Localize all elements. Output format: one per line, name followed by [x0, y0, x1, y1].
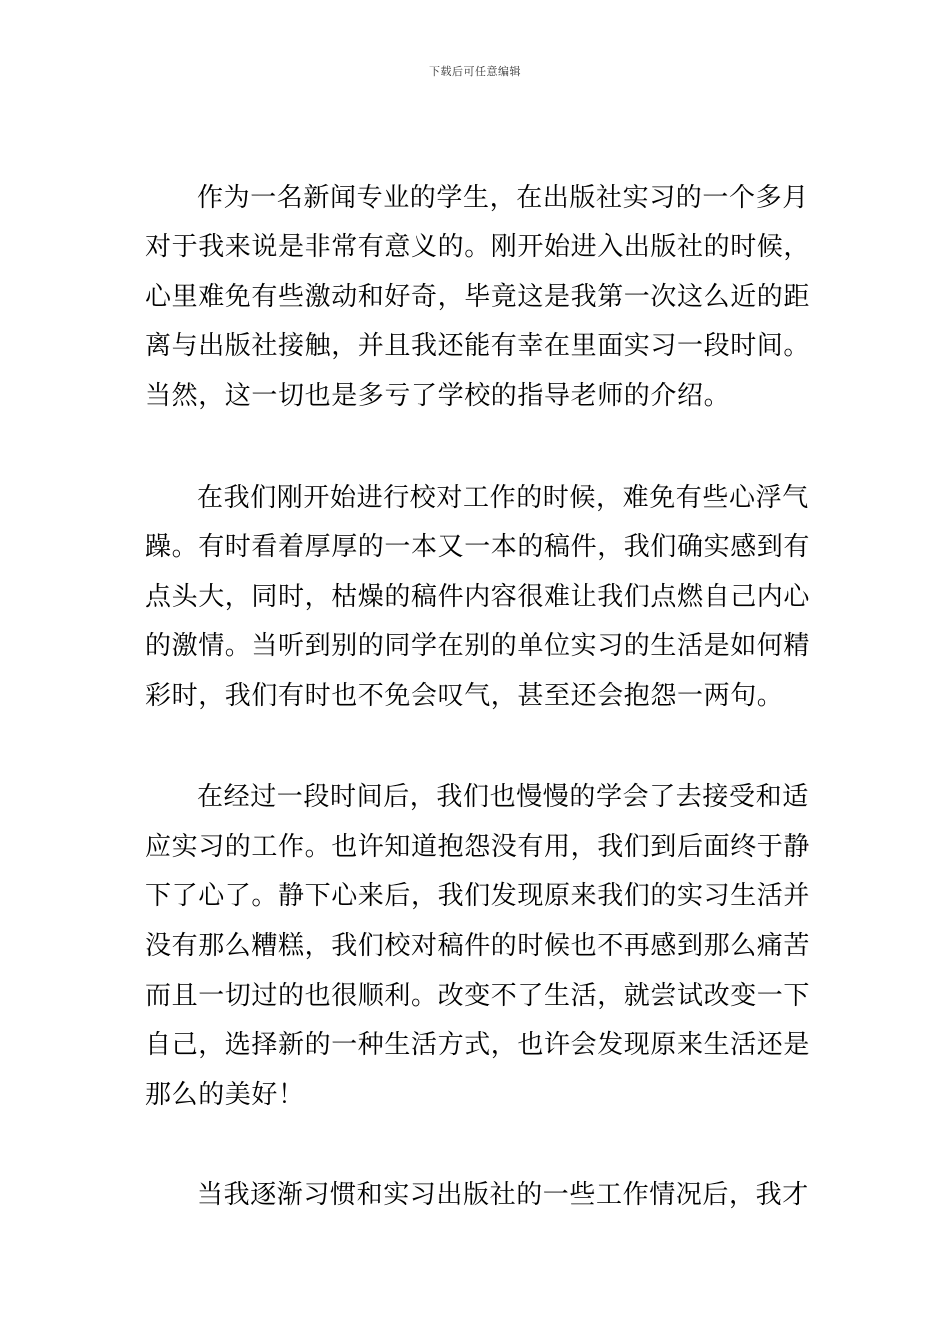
paragraph-4-line-1: 当我逐渐习惯和实习出版社的一些工作情况后，我才 — [197, 1180, 809, 1210]
paragraph-2-line-1: 在我们刚开始进行校对工作的时候，难免有些心浮气 — [197, 483, 809, 513]
paragraph-1-line-2: 对于我来说是非常有意义的。刚开始进入出版社的时候， — [145, 232, 811, 262]
paragraph-1-line-1: 作为一名新闻专业的学生，在出版社实习的一个多月 — [197, 183, 809, 213]
paragraph-3-line-3: 下了心了。静下心来后，我们发现原来我们的实习生活并 — [145, 881, 811, 911]
paragraph-1-line-3: 心里难免有些激动和好奇，毕竟这是我第一次这么近的距 — [145, 282, 811, 312]
paragraph-3-line-5: 而且一切过的也很顺利。改变不了生活，就尝试改变一下 — [145, 981, 811, 1011]
paragraph-3-line-2: 应实习的工作。也许知道抱怨没有用，我们到后面终于静 — [145, 832, 811, 862]
paragraph-1-line-5: 当然，这一切也是多亏了学校的指导老师的介绍。 — [145, 381, 731, 411]
paragraph-3-line-7: 那么的美好！ — [145, 1080, 305, 1110]
page-header: 下载后可任意编辑 — [429, 65, 521, 78]
paragraph-3-line-1: 在经过一段时间后，我们也慢慢的学会了去接受和适 — [197, 782, 809, 812]
paragraph-3-line-6: 自己，选择新的一种生活方式，也许会发现原来生活还是 — [145, 1030, 811, 1060]
paragraph-2-line-2: 躁。有时看着厚厚的一本又一本的稿件，我们确实感到有 — [145, 532, 811, 562]
paragraph-2-line-5: 彩时，我们有时也不免会叹气，甚至还会抱怨一两句。 — [145, 681, 784, 711]
paragraph-2-line-3: 点头大，同时，枯燥的稿件内容很难让我们点燃自己内心 — [145, 582, 811, 612]
paragraph-2-line-4: 的激情。当听到别的同学在别的单位实习的生活是如何精 — [145, 631, 811, 661]
paragraph-1-line-4: 离与出版社接触，并且我还能有幸在里面实习一段时间。 — [145, 331, 811, 361]
paragraph-3-line-4: 没有那么糟糕，我们校对稿件的时候也不再感到那么痛苦 — [145, 931, 811, 961]
